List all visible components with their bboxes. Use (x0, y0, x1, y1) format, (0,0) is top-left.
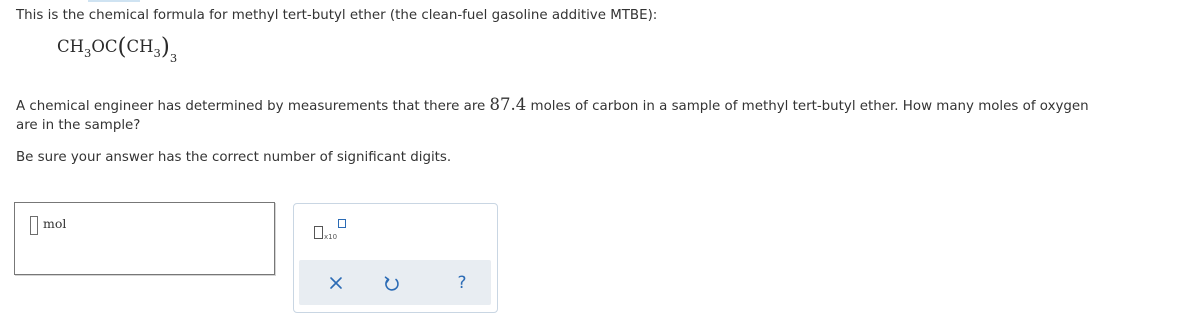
formula-ch: CH (57, 37, 85, 56)
x10-label: x10 (324, 233, 338, 241)
undo-button[interactable] (379, 270, 405, 296)
formula-open-paren: ( (117, 34, 127, 60)
math-tool-panel (293, 203, 498, 313)
clear-button[interactable] (323, 270, 349, 296)
help-button[interactable] (449, 270, 475, 296)
mantissa-box-icon (314, 226, 323, 239)
formula-oc: OC (91, 37, 118, 56)
question-text-line-2: are in the sample? (16, 118, 141, 133)
scientific-notation-button[interactable] (312, 218, 352, 246)
intro-text: This is the chemical formula for methyl tert-butyl ether (the clean-fuel gasoline additive MTBE): (16, 8, 658, 23)
formula-ch-inner: CH (126, 37, 154, 56)
answer-input[interactable] (30, 216, 38, 235)
question-part-2: moles of carbon in a sample of methyl tert-butyl ether. How many moles of oxygen (526, 99, 1089, 114)
chemical-formula (57, 32, 178, 65)
question-part-1: A chemical engineer has determined by measurements that there are (16, 99, 490, 114)
unit-label: mol (43, 216, 67, 231)
sig-fig-instruction: Be sure your answer has the correct number of significant digits. (16, 150, 452, 165)
formula-sub-1: 3 (84, 46, 92, 60)
action-bar (299, 260, 491, 305)
formula-sub-2: 3 (153, 46, 161, 60)
close-icon (329, 276, 343, 290)
question-text-line-1 (16, 95, 1089, 116)
formula-close-paren: ) (160, 34, 170, 60)
help-icon: ? (457, 273, 467, 293)
carbon-moles-value: 87.4 (489, 95, 527, 114)
undo-icon (384, 274, 400, 292)
answer-box (14, 202, 275, 275)
exponent-box-icon (338, 219, 346, 228)
top-accent-bar (88, 0, 140, 2)
formula-sub-3: 3 (169, 51, 178, 65)
